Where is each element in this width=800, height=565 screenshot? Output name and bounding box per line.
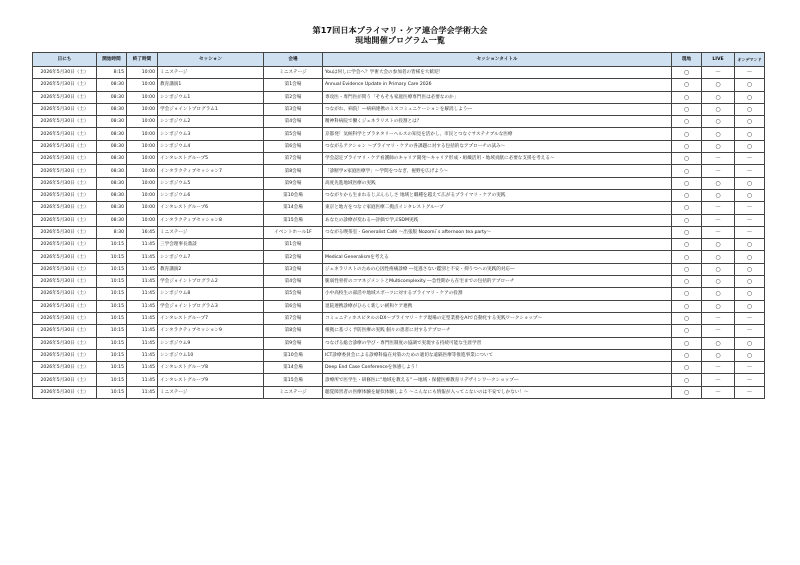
cell-date: 2026年5月30日（土） xyxy=(33,288,97,300)
header-live: LIVE xyxy=(702,53,735,67)
cell-session: ミニステージ xyxy=(158,67,264,79)
cell-date: 2026年5月30日（土） xyxy=(33,153,97,165)
cell-end-time: 10:00 xyxy=(127,153,158,165)
cell-session: 教育講演2 xyxy=(158,263,264,275)
header-venue: 会場 xyxy=(264,53,323,67)
cell-on-demand: － xyxy=(735,165,765,177)
cell-venue: 第8会場 xyxy=(264,325,323,337)
cell-on-demand: － xyxy=(735,325,765,337)
cell-date: 2026年5月30日（土） xyxy=(33,386,97,398)
cell-venue: ミニステージ xyxy=(264,67,323,79)
cell-session-title xyxy=(323,239,672,251)
cell-live: ○ xyxy=(702,79,735,91)
cell-session-title: 京都発！気候科学とプラネタリーヘルスの知見を活かし、市民とつなぐサステナブルな医療 xyxy=(323,128,672,140)
cell-session: シンポジウム9 xyxy=(158,337,264,349)
cell-onsite: ○ xyxy=(672,374,702,386)
cell-venue: 第6会場 xyxy=(264,300,323,312)
cell-venue: 第7会場 xyxy=(264,312,323,324)
cell-end-time: 10:00 xyxy=(127,189,158,201)
cell-onsite: ○ xyxy=(672,263,702,275)
table-row xyxy=(33,128,765,140)
cell-onsite: ○ xyxy=(672,189,702,201)
table-row xyxy=(33,91,765,103)
table-row xyxy=(33,239,765,251)
table-row xyxy=(33,288,765,300)
cell-live: － xyxy=(702,374,735,386)
cell-session: インタラクティブセッション9 xyxy=(158,325,264,337)
cell-live: ○ xyxy=(702,103,735,115)
cell-end-time: 11:45 xyxy=(127,288,158,300)
cell-onsite: ○ xyxy=(672,349,702,361)
cell-end-time: 11:45 xyxy=(127,349,158,361)
cell-session: ミニステージ xyxy=(158,226,264,238)
cell-start-time: 08:30 xyxy=(97,128,127,140)
cell-venue: 第1会場 xyxy=(264,79,323,91)
cell-on-demand: ○ xyxy=(735,337,765,349)
cell-session: 学会ジョイントプログラム2 xyxy=(158,276,264,288)
cell-venue: 第2会場 xyxy=(264,251,323,263)
table-row xyxy=(33,300,765,312)
cell-live: － xyxy=(702,153,735,165)
cell-on-demand: ○ xyxy=(735,239,765,251)
cell-venue: 第14会場 xyxy=(264,362,323,374)
cell-on-demand: － xyxy=(735,362,765,374)
cell-on-demand: ○ xyxy=(735,128,765,140)
cell-onsite: ○ xyxy=(672,386,702,398)
cell-date: 2026年5月30日（土） xyxy=(33,140,97,152)
cell-onsite: ○ xyxy=(672,312,702,324)
cell-on-demand: － xyxy=(735,214,765,226)
cell-end-time: 10:00 xyxy=(127,103,158,115)
cell-venue: 第15会場 xyxy=(264,214,323,226)
cell-start-time: 10:15 xyxy=(97,337,127,349)
cell-venue: 第1会場 xyxy=(264,239,323,251)
cell-live: － xyxy=(702,214,735,226)
cell-session-title: 脆弱性骨折のコマネジメントとMulticomplexity ―急性期から在宅までの包括的アプローチ xyxy=(323,276,672,288)
cell-live: － xyxy=(702,202,735,214)
cell-on-demand: － xyxy=(735,374,765,386)
cell-session: ミニステージ xyxy=(158,386,264,398)
header-session: セッション xyxy=(158,53,264,67)
cell-session-title: つながりから生まれるじぶんらしさ 地域と職種を越えて広がるプライマリ・ケアの実践 xyxy=(323,189,672,201)
cell-session: 学会ジョイントプログラム3 xyxy=(158,300,264,312)
cell-session: インタレストグループ6 xyxy=(158,202,264,214)
cell-venue: イベントホール1F xyxy=(264,226,323,238)
cell-end-time: 10:00 xyxy=(127,165,158,177)
cell-session-title: 小中高校生の部活や地域スポーツに対するプライマリ・ケアの役割 xyxy=(323,288,672,300)
cell-live: － xyxy=(702,165,735,177)
cell-on-demand: － xyxy=(735,67,765,79)
cell-date: 2026年5月30日（土） xyxy=(33,239,97,251)
cell-end-time: 11:45 xyxy=(127,300,158,312)
cell-venue: 第10会場 xyxy=(264,349,323,361)
cell-onsite: ○ xyxy=(672,177,702,189)
cell-date: 2026年5月30日（土） xyxy=(33,325,97,337)
cell-session: シンポジウム5 xyxy=(158,177,264,189)
cell-end-time: 11:45 xyxy=(127,386,158,398)
cell-onsite: ○ xyxy=(672,226,702,238)
cell-onsite: ○ xyxy=(672,79,702,91)
cell-session-title: 東京と地方をつなぐ家庭医療二拠点インタレストグループ xyxy=(323,202,672,214)
cell-on-demand: ○ xyxy=(735,276,765,288)
cell-session-title: つながるアクション ～プライマリ・ケアの各課題に対する包括的なアプローチの試み～ xyxy=(323,140,672,152)
cell-venue: 第10会場 xyxy=(264,189,323,201)
cell-session: シンポジウム8 xyxy=(158,288,264,300)
cell-end-time: 11:45 xyxy=(127,239,158,251)
cell-date: 2026年5月30日（土） xyxy=(33,226,97,238)
cell-session: インタレストグループ9 xyxy=(158,374,264,386)
cell-session: インタレストグループ8 xyxy=(158,362,264,374)
cell-onsite: ○ xyxy=(672,165,702,177)
cell-start-time: 08:30 xyxy=(97,189,127,201)
cell-onsite: ○ xyxy=(672,202,702,214)
cell-start-time: 10:15 xyxy=(97,251,127,263)
cell-onsite: ○ xyxy=(672,276,702,288)
cell-date: 2026年5月30日（土） xyxy=(33,128,97,140)
cell-start-time: 10:15 xyxy=(97,374,127,386)
cell-on-demand: ○ xyxy=(735,177,765,189)
cell-date: 2026年5月30日（土） xyxy=(33,202,97,214)
cell-end-time: 10:00 xyxy=(127,116,158,128)
cell-date: 2026年5月30日（土） xyxy=(33,165,97,177)
table-row xyxy=(33,116,765,128)
cell-session: 教育講演1 xyxy=(158,79,264,91)
cell-on-demand: － xyxy=(735,153,765,165)
cell-on-demand: ○ xyxy=(735,103,765,115)
cell-start-time: 10:15 xyxy=(97,362,127,374)
table-row xyxy=(33,214,765,226)
cell-venue: ミニステージ xyxy=(264,386,323,398)
cell-on-demand: － xyxy=(735,202,765,214)
table-row xyxy=(33,103,765,115)
cell-onsite: ○ xyxy=(672,91,702,103)
cell-end-time: 11:45 xyxy=(127,312,158,324)
cell-live: ○ xyxy=(702,140,735,152)
cell-session-title: つながる喫茶室 - Generalist Café ～出張版 Nozomi`s afternoon tea party～ xyxy=(323,226,672,238)
cell-session-title: Medical Generalismを考える xyxy=(323,251,672,263)
table-row xyxy=(33,226,765,238)
cell-onsite: ○ xyxy=(672,103,702,115)
cell-onsite: ○ xyxy=(672,300,702,312)
cell-live: ○ xyxy=(702,239,735,251)
cell-session: インタレストグループ5 xyxy=(158,153,264,165)
cell-date: 2026年5月30日（土） xyxy=(33,103,97,115)
cell-start-time: 10:15 xyxy=(97,349,127,361)
cell-end-time: 10:00 xyxy=(127,177,158,189)
cell-live: ○ xyxy=(702,189,735,201)
cell-session-title: ICT診療委員会による診療科偏在対策のための適切な遠隔医療等推進事業について xyxy=(323,349,672,361)
cell-start-time: 10:15 xyxy=(97,386,127,398)
cell-venue: 第14会場 xyxy=(264,202,323,214)
cell-live: － xyxy=(702,325,735,337)
cell-on-demand: ○ xyxy=(735,300,765,312)
cell-onsite: ○ xyxy=(672,337,702,349)
cell-start-time: 10:15 xyxy=(97,325,127,337)
cell-session: シンポジウム3 xyxy=(158,128,264,140)
cell-venue: 第15会場 xyxy=(264,374,323,386)
cell-start-time: 08:30 xyxy=(97,91,127,103)
program-table xyxy=(32,52,765,399)
cell-session-title: つながれ、病院！―病病連携のミスコミュニケーションを解消しよう― xyxy=(323,103,672,115)
header-on-demand: オンデマンド xyxy=(735,53,765,67)
cell-date: 2026年5月30日（土） xyxy=(33,374,97,386)
cell-venue: 第9会場 xyxy=(264,337,323,349)
cell-session: シンポジウム1 xyxy=(158,91,264,103)
cell-on-demand: － xyxy=(735,226,765,238)
cell-start-time: 08:30 xyxy=(97,153,127,165)
cell-onsite: ○ xyxy=(672,128,702,140)
cell-start-time: 10:15 xyxy=(97,300,127,312)
cell-date: 2026年5月30日（土） xyxy=(33,362,97,374)
header-date: 日にち xyxy=(33,53,97,67)
cell-live: ○ xyxy=(702,116,735,128)
cell-date: 2026年5月30日（土） xyxy=(33,300,97,312)
cell-venue: 第5会場 xyxy=(264,288,323,300)
cell-date: 2026年5月30日（土） xyxy=(33,79,97,91)
cell-session: シンポジウム10 xyxy=(158,349,264,361)
cell-start-time: 08:30 xyxy=(97,177,127,189)
cell-end-time: 10:00 xyxy=(127,67,158,79)
cell-on-demand: ○ xyxy=(735,251,765,263)
cell-session-title: 退院連携診療がひらく新しい緩和ケア連携 xyxy=(323,300,672,312)
table-body xyxy=(33,67,765,399)
cell-live: ○ xyxy=(702,128,735,140)
cell-onsite: ○ xyxy=(672,153,702,165)
cell-on-demand: ○ xyxy=(735,349,765,361)
cell-end-time: 11:45 xyxy=(127,325,158,337)
cell-on-demand: ○ xyxy=(735,189,765,201)
header-end-time: 終了時間 xyxy=(127,53,158,67)
cell-date: 2026年5月30日（土） xyxy=(33,189,97,201)
cell-onsite: ○ xyxy=(672,214,702,226)
cell-session-title: 根拠に基づく予防医療の実践 個々の患者に対するアプローチ xyxy=(323,325,672,337)
cell-on-demand: ○ xyxy=(735,116,765,128)
cell-live: ○ xyxy=(702,91,735,103)
cell-onsite: ○ xyxy=(672,362,702,374)
cell-live: ○ xyxy=(702,300,735,312)
cell-onsite: ○ xyxy=(672,67,702,79)
cell-end-time: 16:45 xyxy=(127,226,158,238)
table-row xyxy=(33,140,765,152)
cell-session-title: 「診断学×家庭医療学」～学問をつなぎ、視野を広げよう～ xyxy=(323,165,672,177)
cell-session-title: 専攻医・専門医が問う「そもそも家庭医療専門医は必要なのか」 xyxy=(323,91,672,103)
cell-onsite: ○ xyxy=(672,251,702,263)
cell-end-time: 11:45 xyxy=(127,263,158,275)
document-subtitle: 現地開催プログラム一覧 xyxy=(355,35,445,45)
cell-venue: 第5会場 xyxy=(264,128,323,140)
cell-end-time: 11:45 xyxy=(127,251,158,263)
cell-date: 2026年5月30日（土） xyxy=(33,116,97,128)
cell-session: インタレストグループ7 xyxy=(158,312,264,324)
cell-date: 2026年5月30日（土） xyxy=(33,337,97,349)
table-row xyxy=(33,189,765,201)
table-row xyxy=(33,325,765,337)
cell-on-demand: ○ xyxy=(735,91,765,103)
cell-date: 2026年5月30日（土） xyxy=(33,276,97,288)
cell-start-time: 10:15 xyxy=(97,276,127,288)
cell-session-title: 聴覚障害者の医療体験を疑似体験しよう ～こんなにも情報が入ってこないのは不安でしかない！～ xyxy=(323,386,672,398)
cell-start-time: 08:30 xyxy=(97,103,127,115)
table-row xyxy=(33,349,765,361)
cell-on-demand: ○ xyxy=(735,288,765,300)
table-row xyxy=(33,374,765,386)
cell-session: インタラクティブセッション7 xyxy=(158,165,264,177)
cell-on-demand: ○ xyxy=(735,263,765,275)
cell-venue: 第3会場 xyxy=(264,103,323,115)
cell-session-title: 高度先進地域医療の実践 xyxy=(323,177,672,189)
cell-onsite: ○ xyxy=(672,288,702,300)
cell-session: 学会ジョイントプログラム1 xyxy=(158,103,264,115)
cell-live: － xyxy=(702,312,735,324)
cell-date: 2026年5月30日（土） xyxy=(33,214,97,226)
cell-session: シンポジウム6 xyxy=(158,189,264,201)
cell-session-title: つなげる総合診療の学び・専門医制度の協調で実現する持続可能な生涯学習 xyxy=(323,337,672,349)
cell-live: ○ xyxy=(702,263,735,275)
cell-session: シンポジウム7 xyxy=(158,251,264,263)
cell-start-time: 08:30 xyxy=(97,214,127,226)
table-row xyxy=(33,386,765,398)
cell-session-title: ジェネラリストのための心因性疼痛診療 ―見逃さない鑑別と不安・抑うつへの実践的対応― xyxy=(323,263,672,275)
cell-end-time: 10:00 xyxy=(127,202,158,214)
cell-session-title: Annual Evidence Update in Primary Care 2026 xyxy=(323,79,672,91)
cell-start-time: 8:15 xyxy=(97,67,127,79)
cell-onsite: ○ xyxy=(672,325,702,337)
cell-on-demand: － xyxy=(735,312,765,324)
cell-end-time: 11:45 xyxy=(127,337,158,349)
cell-onsite: ○ xyxy=(672,140,702,152)
cell-start-time: 10:15 xyxy=(97,263,127,275)
cell-venue: 第4会場 xyxy=(264,276,323,288)
cell-live: － xyxy=(702,67,735,79)
cell-onsite: ○ xyxy=(672,239,702,251)
table-row xyxy=(33,312,765,324)
cell-live: － xyxy=(702,226,735,238)
cell-on-demand: ○ xyxy=(735,79,765,91)
cell-venue: 第6会場 xyxy=(264,140,323,152)
cell-date: 2026年5月30日（土） xyxy=(33,251,97,263)
cell-session-title: 精神科病院で働くジェネラリストの役割とは？ xyxy=(323,116,672,128)
cell-start-time: 08:30 xyxy=(97,116,127,128)
table-row xyxy=(33,337,765,349)
table-row xyxy=(33,177,765,189)
table-row xyxy=(33,67,765,79)
cell-start-time: 08:30 xyxy=(97,202,127,214)
cell-end-time: 10:00 xyxy=(127,79,158,91)
cell-start-time: 10:15 xyxy=(97,312,127,324)
cell-date: 2026年5月30日（土） xyxy=(33,177,97,189)
cell-end-time: 10:00 xyxy=(127,91,158,103)
cell-live: － xyxy=(702,362,735,374)
cell-start-time: 10:15 xyxy=(97,288,127,300)
cell-date: 2026年5月30日（土） xyxy=(33,91,97,103)
table-row xyxy=(33,165,765,177)
cell-end-time: 10:00 xyxy=(127,128,158,140)
cell-start-time: 08:30 xyxy=(97,165,127,177)
header-onsite: 現地 xyxy=(672,53,702,67)
table-row xyxy=(33,263,765,275)
cell-live: ○ xyxy=(702,337,735,349)
cell-session-title: Deep End Case Conferenceを体感しよう！ xyxy=(323,362,672,374)
cell-date: 2026年5月30日（土） xyxy=(33,312,97,324)
cell-session: シンポジウム2 xyxy=(158,116,264,128)
cell-start-time: 10:15 xyxy=(97,239,127,251)
cell-session-title: Youは何しに学会へ？学術大会の参加者の皆様を大歓迎！ xyxy=(323,67,672,79)
cell-end-time: 10:00 xyxy=(127,140,158,152)
cell-session: 三学会理事長鼎談 xyxy=(158,239,264,251)
cell-session: インタラクティブセッション8 xyxy=(158,214,264,226)
cell-end-time: 10:00 xyxy=(127,214,158,226)
cell-venue: 第4会場 xyxy=(264,116,323,128)
cell-venue: 第2会場 xyxy=(264,91,323,103)
cell-live: ○ xyxy=(702,276,735,288)
table-row xyxy=(33,362,765,374)
table-row xyxy=(33,153,765,165)
table-row xyxy=(33,276,765,288)
cell-start-time: 08:30 xyxy=(97,79,127,91)
cell-date: 2026年5月30日（土） xyxy=(33,349,97,361)
cell-session-title: 診療所で医学生・研修医に"地域を教える" ―地域・保健医療教育リデザインワークショップ― xyxy=(323,374,672,386)
cell-session-title: コミュニティホスピタルのDX～プライマリ・ケア現場の定型業務をAIで自動化する実践ワークショップ～ xyxy=(323,312,672,324)
cell-date: 2026年5月30日（土） xyxy=(33,67,97,79)
cell-live: ○ xyxy=(702,251,735,263)
cell-on-demand: － xyxy=(735,386,765,398)
cell-date: 2026年5月30日（土） xyxy=(33,263,97,275)
table-row xyxy=(33,251,765,263)
cell-live: ○ xyxy=(702,177,735,189)
cell-live: ○ xyxy=(702,288,735,300)
header-session-title: セッションタイトル xyxy=(323,53,672,67)
cell-session-title: あなたの診療が変わる―評価で学ぶSDM実践 xyxy=(323,214,672,226)
table-header-row xyxy=(33,53,765,67)
cell-start-time: 8:30 xyxy=(97,226,127,238)
cell-venue: 第8会場 xyxy=(264,165,323,177)
cell-session: シンポジウム4 xyxy=(158,140,264,152)
table-row xyxy=(33,202,765,214)
cell-start-time: 08:30 xyxy=(97,140,127,152)
table-row xyxy=(33,79,765,91)
cell-venue: 第3会場 xyxy=(264,263,323,275)
header-start-time: 開始時間 xyxy=(97,53,127,67)
cell-venue: 第7会場 xyxy=(264,153,323,165)
cell-live: ○ xyxy=(702,349,735,361)
cell-venue: 第9会場 xyxy=(264,177,323,189)
cell-end-time: 11:45 xyxy=(127,276,158,288)
cell-on-demand: ○ xyxy=(735,140,765,152)
cell-live: － xyxy=(702,386,735,398)
cell-end-time: 11:45 xyxy=(127,362,158,374)
cell-onsite: ○ xyxy=(672,116,702,128)
cell-session-title: 学会認定プライマリ・ケア看護師のキャリア開発〜キャリア形成・組織活用・地域貢献に必要な支援を考える〜 xyxy=(323,153,672,165)
cell-end-time: 11:45 xyxy=(127,374,158,386)
document-title: 第17回日本プライマリ・ケア連合学会学術大会 xyxy=(312,25,488,35)
